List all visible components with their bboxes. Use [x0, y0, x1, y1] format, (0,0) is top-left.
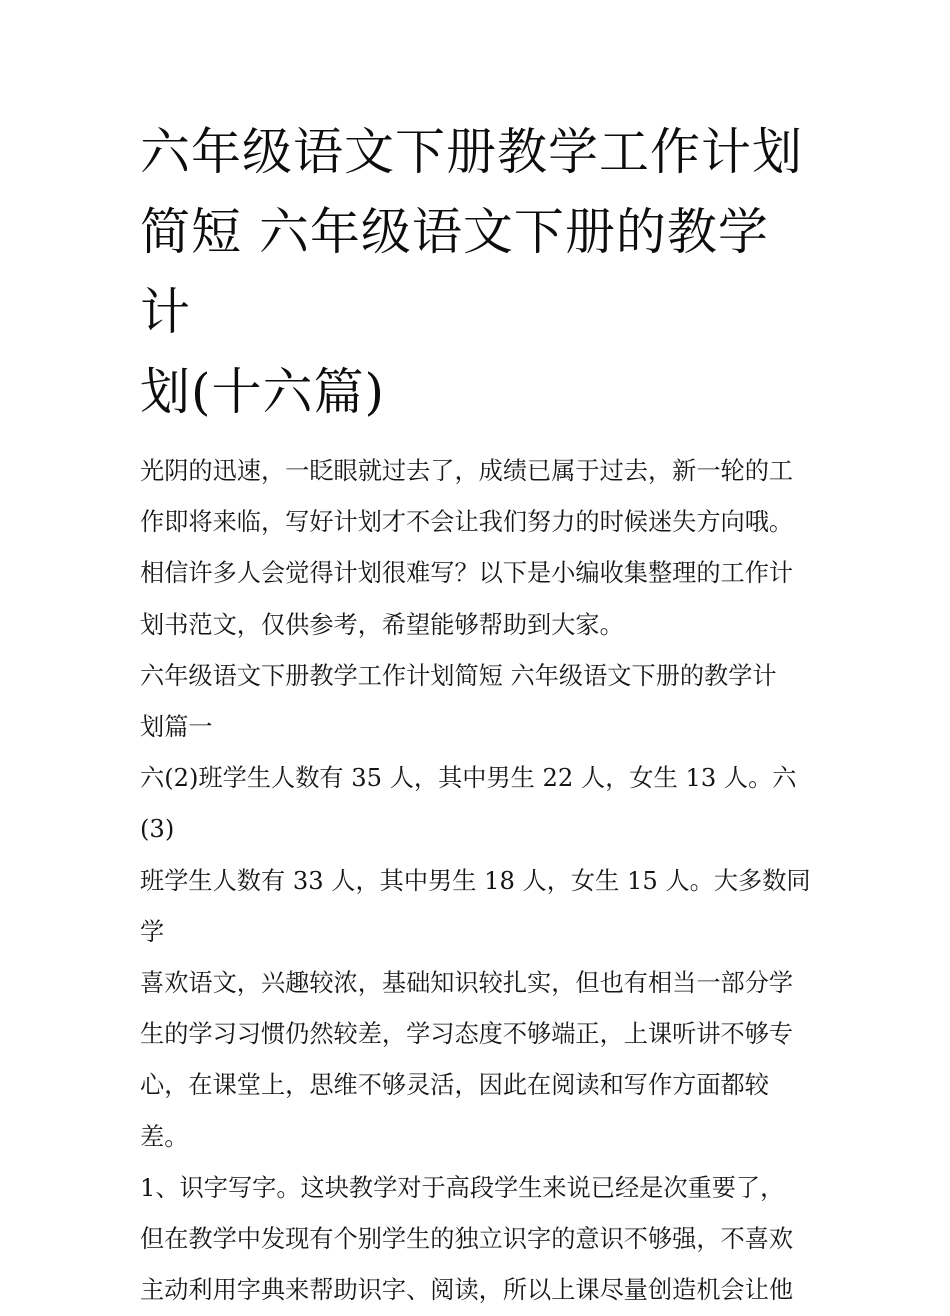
text-line: 作即将来临，写好计划才不会让我们努力的时候迷失方向哦。	[140, 508, 794, 537]
title-line: 划(十六篇)	[140, 363, 386, 421]
text-line: 班学生人数有 33 人，其中男生 18 人，女生 15 人。大多数同学	[140, 866, 811, 946]
text-line: 光阴的迅速，一眨眼就过去了，成绩已属于过去，新一轮的工	[140, 457, 794, 485]
text-line: 主动利用字典来帮助识字、阅读，所以上课尽量创造机会让他	[140, 1276, 794, 1305]
text-line: 相信许多人会觉得计划很难写？以下是小编收集整理的工作计	[140, 559, 794, 588]
text-line: 心，在课堂上，思维不够灵活，因此在阅读和写作方面都较	[140, 1071, 769, 1100]
text-line: 差。	[140, 1122, 189, 1151]
text-line: 喜欢语文，兴趣较浓，基础知识较扎实，但也有相当一部分学	[140, 969, 794, 998]
item-1-paragraph	[140, 1163, 815, 1316]
text-line: 六年级语文下册教学工作计划简短 六年级语文下册的教学计	[140, 661, 777, 690]
text-line: 生的学习习惯仍然较差，学习态度不够端正，上课听讲不够专	[140, 1020, 794, 1049]
section-heading	[140, 651, 815, 753]
title-line: 简短 六年级语文下册的教学计	[140, 203, 769, 341]
text-line: 六(2)班学生人数有 35 人，其中男生 22 人，女生 13 人。六(3)	[140, 764, 797, 844]
text-line: 划书范文，仅供参考，希望能够帮助到大家。	[140, 610, 624, 639]
title-line: 六年级语文下册教学工作计划	[140, 123, 803, 181]
text-line: 划篇一	[140, 713, 213, 742]
document-title	[140, 112, 815, 432]
text-line: 1、识字写字。这块教学对于高段学生来说已经是次重要了，	[140, 1173, 785, 1202]
intro-paragraph	[140, 446, 815, 651]
class-status-paragraph	[140, 753, 815, 1163]
document-content	[140, 112, 815, 1316]
text-line: 但在教学中发现有个别学生的独立识字的意识不够强，不喜欢	[140, 1225, 794, 1254]
